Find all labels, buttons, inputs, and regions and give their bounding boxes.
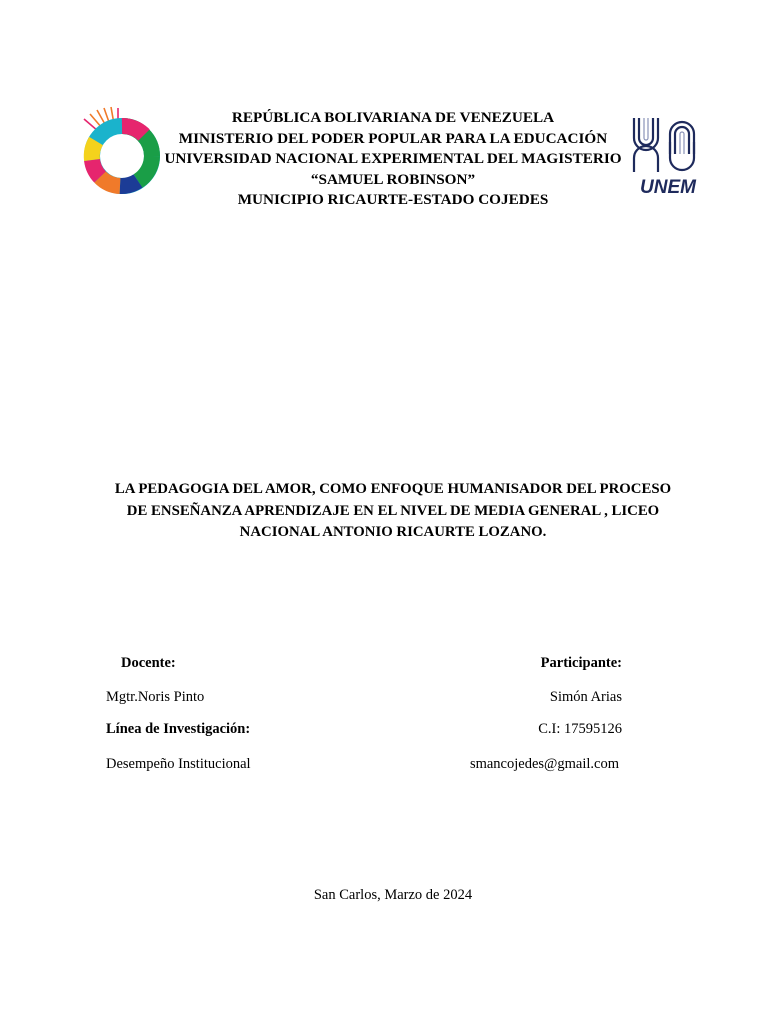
docente-label: Docente: — [121, 655, 176, 671]
header-line-republic: REPÚBLICA BOLIVARIANA DE VENEZUELA — [231, 109, 555, 126]
institution-header — [150, 108, 636, 211]
header-line-namesake: “SAMUEL ROBINSON” — [310, 170, 476, 188]
participante-email: smancojedes@gmail.com — [469, 756, 619, 772]
header-line-ministry: MINISTERIO DEL PODER POPULAR PARA LA EDUCACIÓN — [178, 129, 608, 147]
place-date: San Carlos, Marzo de 2024 — [313, 887, 473, 903]
unem-logo-text: UNEM — [640, 177, 696, 198]
title-line-3: NACIONAL ANTONIO RICAURTE LOZANO. — [239, 524, 547, 540]
linea-value: Desempeño Institucional — [106, 756, 251, 772]
participante-label: Participante: — [540, 655, 622, 671]
participante-ci: C.I: 17595126 — [538, 721, 622, 737]
unem-logo-icon — [630, 116, 706, 198]
header-line-university: UNIVERSIDAD NACIONAL EXPERIMENTAL DEL MAGISTERIO — [164, 150, 622, 167]
participante-name: Simón Arias — [549, 689, 622, 705]
docente-name: Mgtr.Noris Pinto — [106, 689, 205, 705]
linea-label: Línea de Investigación: — [106, 721, 251, 737]
title-line-2: DE ENSEÑANZA APRENDIZAJE EN EL NIVEL DE MEDIA GENERAL , LICEO — [126, 502, 660, 519]
title-line-1: LA PEDAGOGIA DEL AMOR, COMO ENFOQUE HUMANISADOR DEL PROCESO — [114, 481, 672, 497]
document-title — [88, 479, 698, 544]
header-line-municipality: MUNICIPIO RICAURTE-ESTADO COJEDES — [237, 191, 549, 208]
